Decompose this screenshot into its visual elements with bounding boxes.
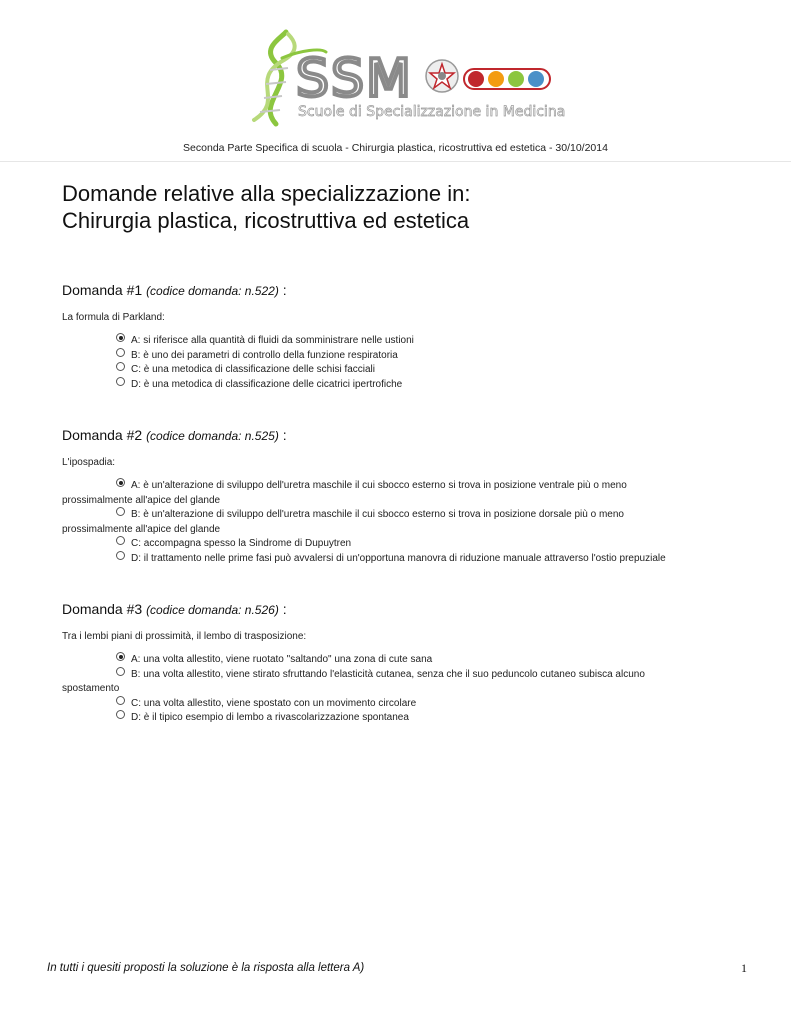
page-number: 1 <box>741 961 747 975</box>
ssm-logo-graphic <box>246 28 566 132</box>
option-text: C: accompagna spesso la Sindrome di Dupuytren <box>131 538 352 549</box>
radio-icon[interactable] <box>116 536 125 545</box>
question-heading <box>62 426 742 445</box>
question-text: La formula di Parkland: <box>62 312 165 323</box>
radio-icon[interactable] <box>116 710 125 719</box>
page-title-line1: Domande relative alla specializzazione in: <box>62 181 471 206</box>
option-d[interactable] <box>62 552 742 567</box>
radio-selected-icon[interactable] <box>116 333 125 342</box>
question-text: L'ipospadia: <box>62 457 116 468</box>
option-text: A: si riferisce alla quantità di fluidi da somministrare nelle ustioni <box>131 335 414 346</box>
question-suffix: : <box>282 427 287 443</box>
option-text: B: è uno dei parametri di controllo della funzione respiratoria <box>131 349 398 361</box>
document-subtitle: Seconda Parte Specifica di scuola - Chirurgia plastica, ricostruttiva ed estetica - 30/10/2014 <box>183 142 608 154</box>
question-suffix: : <box>282 601 287 617</box>
footer-note: In tutti i quesiti proposti la soluzione è la risposta alla lettera A) <box>47 962 365 974</box>
header-divider <box>0 161 791 162</box>
radio-icon[interactable] <box>116 362 125 371</box>
option-text: A: una volta allestito, viene ruotato "saltando" una zona di cute sana <box>131 654 433 665</box>
option-c[interactable] <box>62 537 742 552</box>
option-a[interactable] <box>62 479 742 508</box>
option-text: A: è un'alterazione di sviluppo dell'uretra maschile il cui sbocco esterno si trova in posizione ventrale più o meno <box>131 480 627 491</box>
radio-icon[interactable] <box>116 551 125 560</box>
question-label: Domanda #1 <box>62 282 143 298</box>
radio-icon[interactable] <box>116 696 125 705</box>
option-d[interactable] <box>62 711 742 726</box>
radio-icon[interactable] <box>116 348 125 357</box>
logo-tagline: Scuole di Specializzazione in Medicina <box>298 104 566 120</box>
question-suffix: : <box>282 282 287 298</box>
option-a[interactable] <box>62 653 742 668</box>
option-c[interactable] <box>62 697 742 712</box>
option-text-continued: prossimalmente all'apice del glande <box>62 523 221 535</box>
question-3 <box>62 600 742 726</box>
question-code: (codice domanda: n.522) <box>146 284 279 298</box>
option-b[interactable] <box>62 349 742 364</box>
option-text: B: una volta allestito, viene stirato sfruttando l'elasticità cutanea, senza che il suo peduncolo cutaneo subisca alcuno <box>131 668 645 680</box>
page-title-line2: Chirurgia plastica, ricostruttiva ed estetica <box>62 208 470 233</box>
question-heading <box>62 600 742 619</box>
option-text: D: il trattamento nelle prime fasi può avvalersi di un'opportuna manovra di riduzione manuale attraverso l'ostio prepuziale <box>131 552 666 564</box>
answer-options <box>62 479 742 566</box>
answer-options <box>62 334 742 392</box>
option-a[interactable] <box>62 334 742 349</box>
option-text: C: è una metodica di classificazione delle schisi facciali <box>131 364 376 375</box>
option-text-continued: spostamento <box>62 683 120 694</box>
page-title <box>62 180 470 234</box>
radio-selected-icon[interactable] <box>116 478 125 487</box>
question-2 <box>62 426 742 566</box>
option-text: B: è un'alterazione di sviluppo dell'uretra maschile il cui sbocco esterno si trova in posizione dorsale più o meno <box>131 509 624 520</box>
question-label: Domanda #2 <box>62 427 143 443</box>
option-c[interactable] <box>62 363 742 378</box>
question-label: Domanda #3 <box>62 601 143 617</box>
option-text: D: è una metodica di classificazione delle cicatrici ipertrofiche <box>131 378 403 390</box>
option-b[interactable] <box>62 668 742 697</box>
question-heading <box>62 281 742 300</box>
radio-selected-icon[interactable] <box>116 652 125 661</box>
logo-ssm-text: SSM <box>296 49 413 109</box>
question-text: Tra i lembi piani di prossimità, il lembo di trasposizione: <box>62 631 307 642</box>
italian-emblem-icon <box>426 60 458 92</box>
answer-options <box>62 653 742 726</box>
radio-icon[interactable] <box>116 377 125 386</box>
question-code: (codice domanda: n.525) <box>146 429 279 443</box>
radio-icon[interactable] <box>116 507 125 516</box>
option-b[interactable] <box>62 508 742 537</box>
option-text: C: una volta allestito, viene spostato con un movimento circolare <box>131 697 417 709</box>
radio-icon[interactable] <box>116 667 125 676</box>
ssm-logo <box>246 28 566 132</box>
question-code: (codice domanda: n.526) <box>146 603 279 617</box>
question-1 <box>62 281 742 392</box>
option-text: D: è il tipico esempio di lembo a rivascolarizzazione spontanea <box>131 712 409 723</box>
miur-badge-icon <box>464 69 550 89</box>
option-text-continued: prossimalmente all'apice del glande <box>62 494 221 506</box>
option-d[interactable] <box>62 378 742 393</box>
